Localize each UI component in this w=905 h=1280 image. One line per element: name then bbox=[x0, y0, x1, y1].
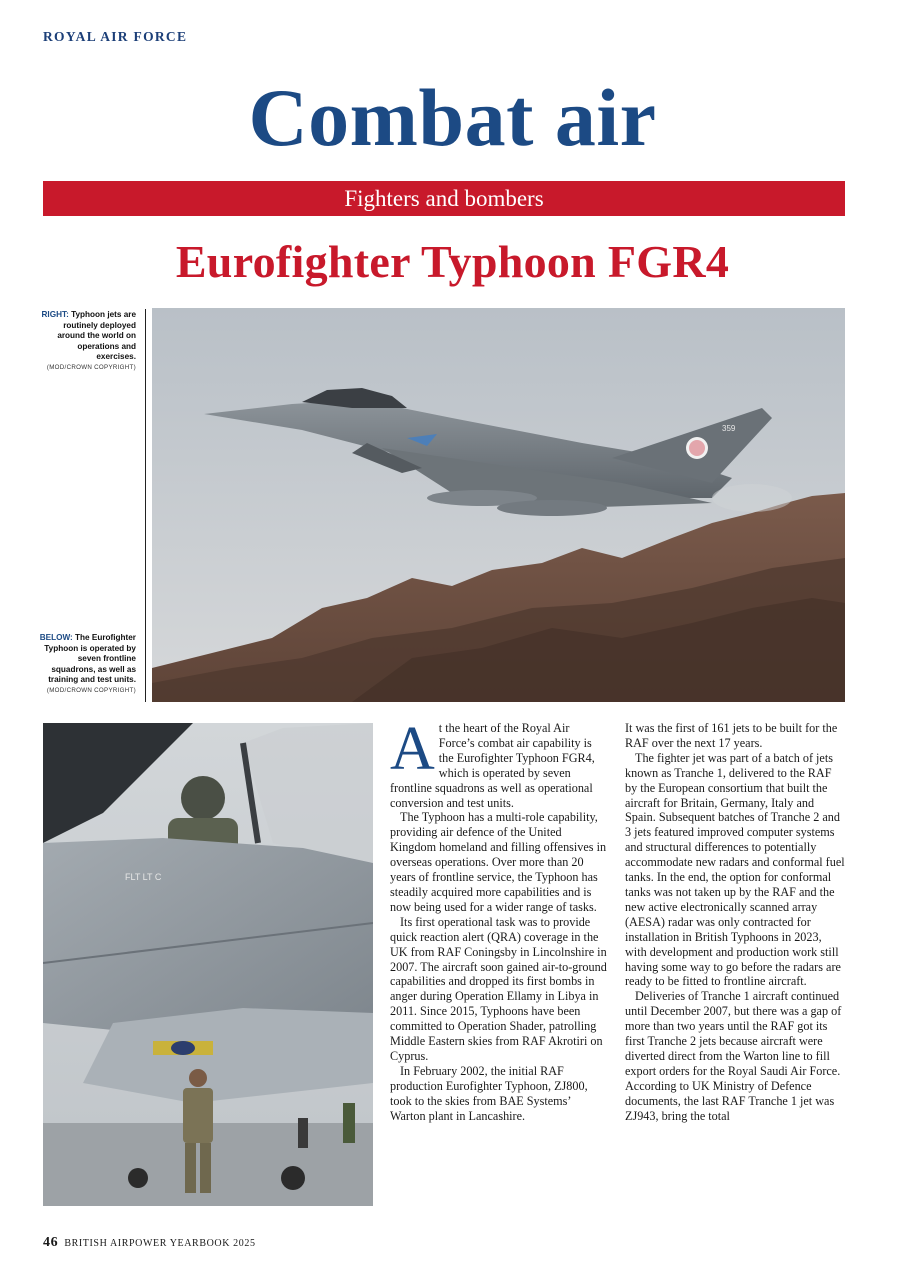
article-column-1 bbox=[390, 721, 608, 1209]
article-paragraph: It was the first of 161 jets to be built for the RAF over the next 17 years. bbox=[625, 721, 838, 750]
page-number: 46 bbox=[43, 1235, 59, 1250]
canopy-rail-name: FLT LT C bbox=[125, 872, 162, 882]
article-paragraph: In February 2002, the initial RAF production Eurofighter Typhoon, ZJ800, took to the skies from BAE Systems’ Warton plant in Lancashire. bbox=[390, 1063, 588, 1123]
article-paragraph: The fighter jet was part of a batch of jets known as Tranche 1, delivered to the RAF by the European consortium that built the aircraft for Britain, Germany, Italy and Spain. Subsequent batches of Tranche 2 and 3 jets featured improved computer systems and structural differences to potentially accommodate new radars and conformal fuel tanks. In the end, the option for conformal tanks was not taken up by the RAF and the new active electronically scanned array (AESA) radar was only contracted for installation in British Typhoons in 2023, with development and production work still having some way to go before the radars are ready to be fitted to frontline aircraft. bbox=[625, 750, 845, 989]
caption-right-lead: RIGHT: bbox=[41, 310, 69, 319]
caption-below-text: The Eurofighter Typhoon is operated by seven frontline squadrons, as well as training and test units. bbox=[44, 633, 136, 685]
section-label: ROYAL AIR FORCE bbox=[43, 29, 188, 44]
photo-typhoon-on-ground bbox=[43, 723, 373, 1206]
article-paragraph: Deliveries of Tranche 1 aircraft continued until December 2007, but there was a gap of more than two years until the RAF got its first Tranche 2 jets because aircraft were diverted direct from the Warton line to fill export orders for the Royal Saudi Air Force. According to UK Ministry of Defence documents, the last RAF Tranche 1 jet was ZJ943, bring the total bbox=[625, 989, 842, 1123]
article-paragraph: Its first operational task was to provide quick reaction alert (QRA) coverage in the UK from RAF Coningsby in Lincolnshire in 2007. The aircraft soon gained air-to-ground capabilities and dropped its first bombs in anger during Operation Ellamy in Libya in 2011. Since 2015, Typhoons have been committed to Operation Shader, patrolling Middle Eastern skies from RAF Akrotiri on Cyprus. bbox=[390, 914, 607, 1063]
category-band-label: Fighters and bombers bbox=[344, 186, 544, 211]
tail-number: 359 bbox=[722, 424, 736, 433]
caption-below-lead: BELOW: bbox=[39, 633, 73, 642]
page-footer bbox=[43, 1235, 256, 1251]
article-column-2 bbox=[625, 721, 845, 1209]
article-paragraph: At the heart of the Royal Air Force’s combat air capability is the Eurofighter Typhoon FGR4, which is operated by seven frontline squadrons as well as operational conversion and test units. bbox=[390, 721, 595, 810]
photo-typhoon-in-flight bbox=[152, 308, 845, 702]
category-band bbox=[43, 181, 845, 216]
caption-right bbox=[36, 310, 136, 374]
caption-right-credit: (MOD/CROWN COPYRIGHT) bbox=[46, 363, 136, 371]
caption-below bbox=[36, 633, 136, 697]
drop-cap: A bbox=[390, 721, 435, 783]
article-title: Eurofighter Typhoon FGR4 bbox=[175, 236, 730, 287]
page-title: Combat air bbox=[248, 72, 657, 163]
caption-rule bbox=[145, 309, 146, 702]
article-paragraph: The Typhoon has a multi-role capability, providing air defence of the United Kingdom homeland and filling offensives in overseas operations. Over more than 20 years of frontline service, the Typhoon has steadily acquired more capabilities and is now being used for a wider range of tasks. bbox=[390, 810, 607, 914]
caption-below-credit: (MOD/CROWN COPYRIGHT) bbox=[46, 686, 136, 694]
publication-name: BRITISH AIRPOWER YEARBOOK 2025 bbox=[64, 1238, 256, 1249]
caption-right-text: Typhoon jets are routinely deployed around the world on operations and exercises. bbox=[57, 310, 136, 362]
